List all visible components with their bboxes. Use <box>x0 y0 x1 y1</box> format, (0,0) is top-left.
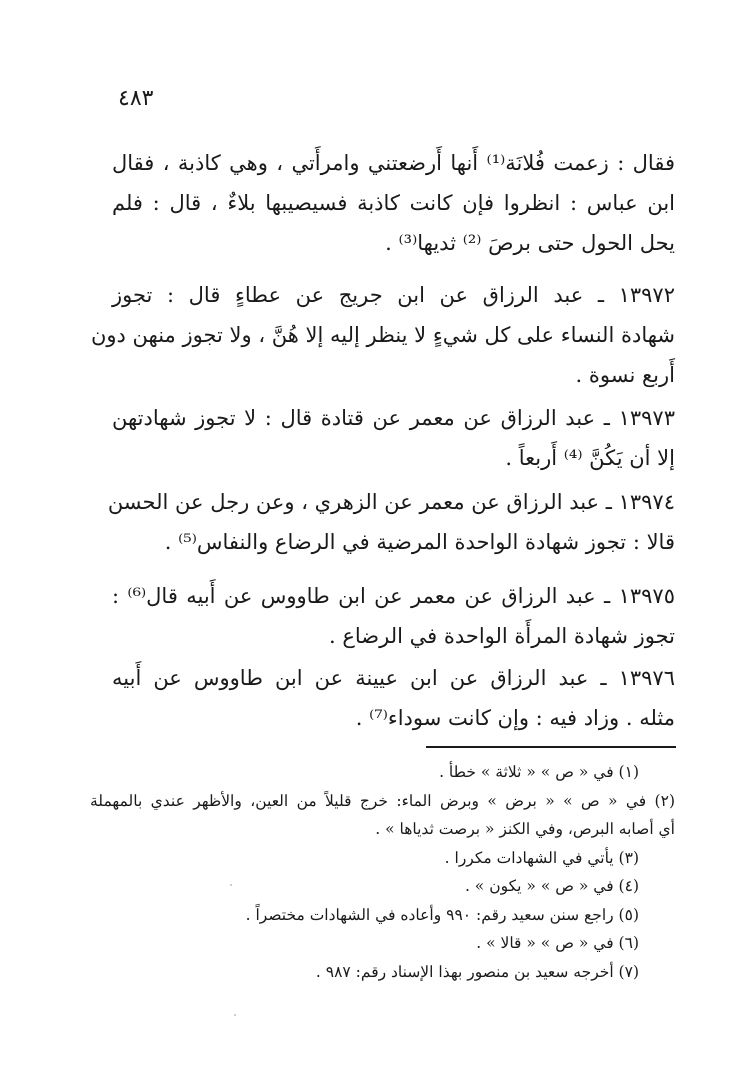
paragraph-13972 <box>90 275 675 395</box>
footnotes <box>90 758 675 986</box>
paragraph-13973 <box>112 398 675 478</box>
text-line: فقال : زعمت فُلانَة⁽¹⁾ أَنها أَرضعتني وامرأَتي ، وهي كاذبة ، فقال <box>112 151 675 175</box>
footnote-4: (٤) في « ص » « يكون » . <box>464 877 639 895</box>
text-line: ١٣٩٧٢ ـ عبد الرزاق عن ابن جريج عن عطاءٍ قال : تجوز <box>112 283 675 307</box>
text-line: تجوز شهادة المرأَة الواحدة في الرضاع . <box>329 624 675 648</box>
footnote-7: (٧) أخرجه سعيد بن منصور بهذا الإسناد رقم: ٩٨٧ . <box>315 962 639 981</box>
footnote-2-continuation: أي أصابه البرص، وفي الكنز « برصت ثدياها » . <box>375 820 675 838</box>
scan-speck <box>234 1014 236 1016</box>
scan-speck <box>230 884 232 886</box>
text-line: إلا أن يَكُنَّ ⁽⁴⁾ أَربعاً . <box>505 446 675 470</box>
paragraph-13974 <box>107 482 675 562</box>
text-line: ١٣٩٧٦ ـ عبد الرزاق عن ابن عيينة عن ابن طاووس عن أَبيه <box>112 666 675 690</box>
text-line: أَربع نسوة . <box>575 363 675 387</box>
text-line: يحل الحول حتى برصَ ⁽²⁾ ثديها⁽³⁾ . <box>385 231 675 255</box>
text-line: مثله . وزاد فيه : وإن كانت سوداء⁽⁷⁾ . <box>355 706 675 730</box>
text-line: ابن عباس : انظروا فإن كانت كاذبة فسيصيبها بلاءٌ ، قال : فلم <box>112 191 675 215</box>
footnote-6: (٦) في « ص » « قالا » . <box>476 934 639 952</box>
footnote-2: (٢) في « ص » « برض » وبرض الماء: خرج قليلاً من العين، والأظهر عندي بالمهملة <box>90 791 675 810</box>
paragraph-13976 <box>112 658 675 738</box>
text-line: ١٣٩٧٤ ـ عبد الرزاق عن معمر عن الزهري ، وعن رجل عن الحسن <box>107 490 675 514</box>
footnote-1: (١) في « ص » « ثلاثة » خطأ . <box>439 763 639 781</box>
footnote-5: (٥) راجع سنن سعيد رقم: ٩٩٠ وأعاده في الشهادات مختصراً . <box>245 905 639 924</box>
footnote-divider <box>426 746 676 748</box>
paragraph-13975 <box>112 576 675 656</box>
footnote-3: (٣) يأتي في الشهادات مكررا . <box>444 848 639 867</box>
text-line: ١٣٩٧٣ ـ عبد الرزاق عن معمر عن قتادة قال : لا تجوز شهادتهن <box>112 406 675 430</box>
text-line: شهادة النساء على كل شيءٍ لا ينظر إليه إلا هُنَّ ، ولا تجوز منهن دون <box>90 323 675 347</box>
page-number: ٤٨٣ <box>118 86 154 111</box>
text-line: قالا : تجوز شهادة الواحدة المرضية في الرضاع والنفاس⁽⁵⁾ . <box>164 530 675 554</box>
paragraph-intro <box>112 143 675 263</box>
text-line: ١٣٩٧٥ ـ عبد الرزاق عن معمر عن ابن طاووس عن أَبيه قال⁽⁶⁾ : <box>112 584 675 608</box>
